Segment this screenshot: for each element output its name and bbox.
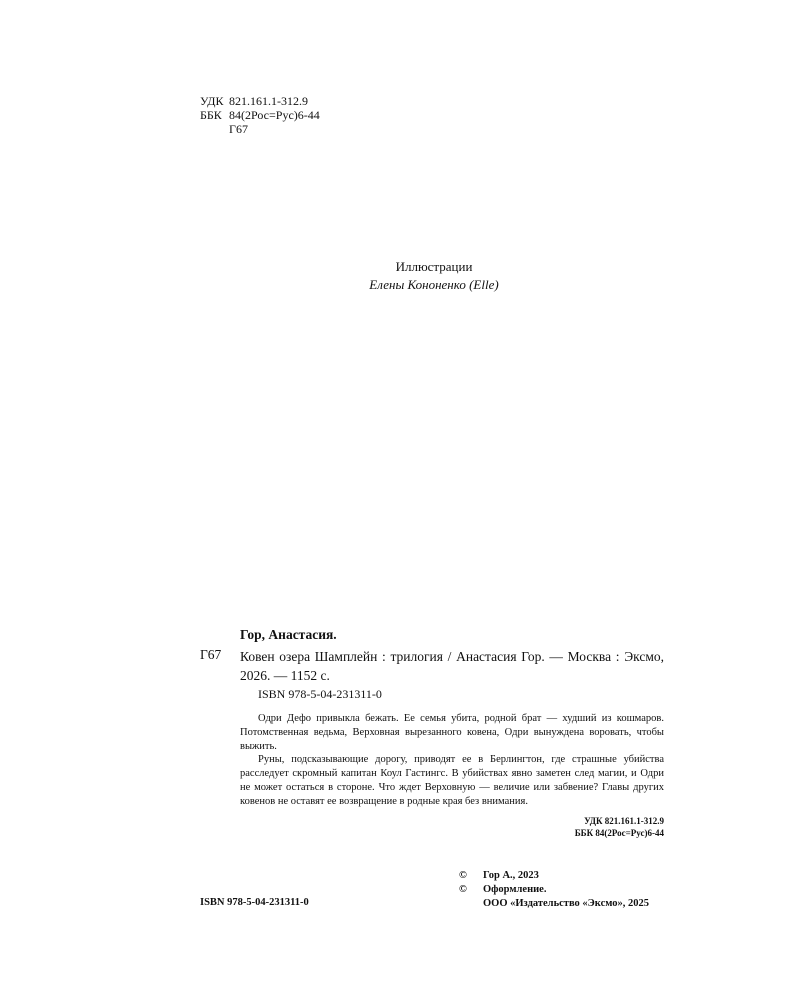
illustrations-credit: [0, 258, 800, 294]
copyright-symbol: ©: [459, 870, 467, 881]
copyright-text: Гор А., 2023: [483, 870, 539, 881]
copyright-text: Оформление.: [483, 884, 547, 895]
udk-row: [200, 94, 320, 108]
record-author: Гор, Анастасия.: [240, 627, 337, 642]
copyright-line: [459, 883, 649, 897]
copyright-text: ООО «Издательство «Эксмо», 2025: [483, 898, 650, 909]
udk-value: 821.161.1-312.9: [229, 94, 308, 108]
annotation-paragraph-2: Руны, подсказывающие дорогу, приводят ее в Берлингтон, где страшные убийства расследует скромный капитан Коул Гастингс. В убийствах явно заметен след магии, и Одри не может остаться в стороне. Что ждет Верховную — величие или забвение? Главы других ковенов не оставят ее возвращение в родные края без внимания.: [240, 754, 664, 807]
copyright-line: [459, 897, 649, 911]
author-sign-label: [200, 122, 229, 136]
record-isbn: ISBN 978-5-04-231311-0: [258, 687, 382, 701]
copyright-line: [459, 869, 649, 883]
annotation-paragraph-1: Одри Дефо привыкла бежать. Ее семья убита, родной брат — худший из кошмаров. Потомственная ведьма, Верховная вырезанного ковена, Одри вынуждена воровать, чтобы выжить.: [240, 713, 664, 752]
record-title: Ковен озера Шамплейн : трилогия / Анастасия Гор. — Москва : Эксмо, 2026. — 1152 с.: [240, 649, 664, 683]
udk-label: УДК: [200, 94, 224, 108]
copyright-symbol: ©: [459, 884, 467, 895]
isbn-bottom: ISBN 978-5-04-231311-0: [200, 897, 309, 908]
record-author-sign: Г67: [200, 647, 222, 662]
udk-bottom: УДК 821.161.1-312.9: [584, 816, 664, 826]
bbk-bottom: ББК 84(2Рос=Рус)6-44: [574, 828, 664, 838]
illustrations-label: Иллюстрации: [395, 259, 473, 274]
bbk-row: [200, 108, 320, 122]
classification-codes-bottom: [480, 815, 664, 839]
illustrator-name: Елены Кононенко (Elle): [369, 277, 499, 292]
annotation: [240, 712, 664, 809]
author-sign-value: Г67: [229, 122, 248, 136]
copyright-block: [459, 869, 649, 911]
bbk-value: 84(2Рос=Рус)6-44: [229, 108, 320, 122]
classification-codes: [200, 94, 320, 136]
copyright-symbol: [459, 897, 483, 911]
author-sign-row: [200, 122, 320, 136]
bbk-label: ББК: [200, 108, 222, 122]
